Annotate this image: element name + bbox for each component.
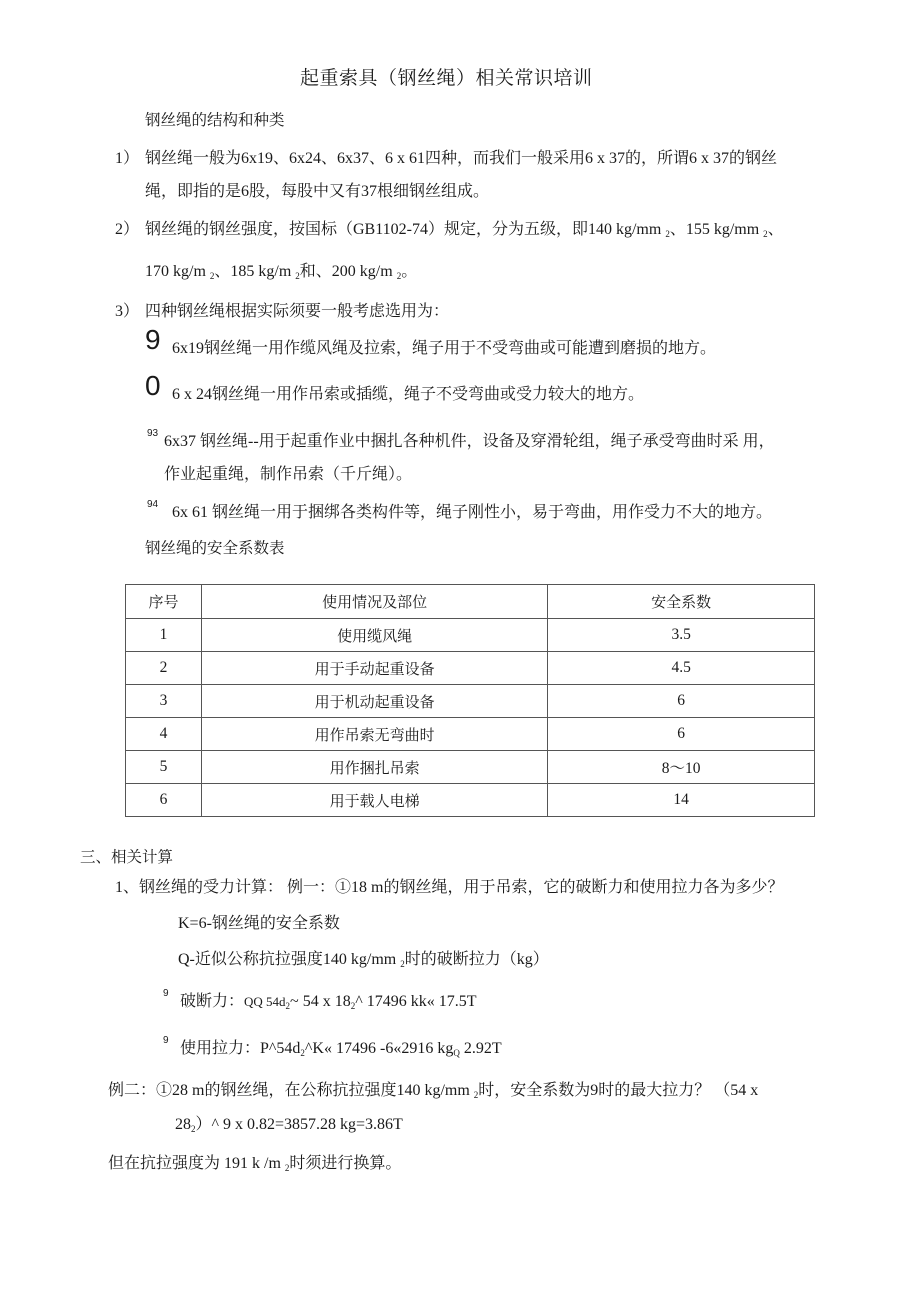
table-cell: 3 bbox=[126, 685, 202, 718]
table-header-cell: 序号 bbox=[126, 585, 202, 619]
item-2-line-2: 170 kg/m $_2$、185 kg/m $_2$和、200 kg/m $_2$。 bbox=[145, 263, 418, 281]
table-cell: 用于机动起重设备 bbox=[201, 685, 547, 718]
table-cell: 使用缆风绳 bbox=[201, 619, 547, 652]
table-cell: 用作捆扎吊索 bbox=[201, 751, 547, 784]
table-cell: 用于载人电梯 bbox=[201, 784, 547, 817]
sub-item-1-text: 6x19钢丝绳一用作缆风绳及拉索，绳子用于不受弯曲或可能遭到磨损的地方。 bbox=[172, 340, 717, 357]
table-cell: 2 bbox=[126, 652, 202, 685]
table-row bbox=[126, 784, 815, 817]
table-cell: 14 bbox=[548, 784, 815, 817]
table-row bbox=[126, 751, 815, 784]
table-cell: 6 bbox=[548, 685, 815, 718]
table-header-cell: 安全系数 bbox=[548, 585, 815, 619]
example-2-line-1: 例二：①28 m的钢丝绳，在公称抗拉强度140 kg/mm $_2$时，安全系数为9时的最大拉力？ （54 x bbox=[108, 1082, 759, 1100]
sub-item-3-mark: 93 bbox=[147, 428, 159, 439]
sub-item-4-text: 6x 61 钢丝绳一用于捆绑各类构件等，绳子刚性小，易于弯曲，用作受力不大的地方。 bbox=[172, 504, 773, 521]
use-force-mark: 9 bbox=[163, 1035, 169, 1046]
table-cell: 6 bbox=[126, 784, 202, 817]
break-force-mark: 9 bbox=[163, 988, 169, 999]
item-1-line-2: 绳，即指的是6股，每股中又有37根细钢丝组成。 bbox=[145, 183, 490, 200]
table-row bbox=[126, 685, 815, 718]
break-force-line: 破断力：QQ $54d_2\sim$ 54 x $18_2\^{}$ 17496 kk« 17.5T bbox=[180, 993, 477, 1011]
sub-item-2-text: 6 x 24钢丝绳一用作吊索或插缆，绳子不受弯曲或受力较大的地方。 bbox=[172, 386, 645, 403]
k-definition: K=6-钢丝绳的安全系数 bbox=[178, 915, 340, 932]
q-definition: Q-近似公称抗拉强度140 kg/mm $_2$时的破断拉力（kg） bbox=[178, 951, 549, 969]
page-title: 起重索具（钢丝绳）相关常识培训 bbox=[300, 67, 593, 89]
table-cell: 6 bbox=[548, 718, 815, 751]
table-row bbox=[126, 652, 815, 685]
table-cell: 3.5 bbox=[548, 619, 815, 652]
use-force-line: 使用拉力：$P\^{}54d_2\^{}K«$ 17496 -6«2916 $kg_Q$ 2.92T bbox=[180, 1040, 502, 1058]
safety-factor-table bbox=[125, 584, 815, 817]
table-header-row bbox=[126, 585, 815, 619]
item-2-number: 2） bbox=[115, 221, 140, 238]
sub-item-1-mark: 9 bbox=[145, 324, 161, 355]
section-heading-structure: 钢丝绳的结构和种类 bbox=[145, 111, 285, 129]
sub-item-4-mark: 94 bbox=[147, 499, 159, 510]
item-3-text: 四种钢丝绳根据实际须要一般考虑选用为： bbox=[145, 303, 450, 320]
section-heading-calculations: 三、相关计算 bbox=[80, 848, 174, 866]
table-cell: 4 bbox=[126, 718, 202, 751]
conversion-note: 但在抗拉强度为 191 k /m $_2$时须进行换算。 bbox=[108, 1155, 402, 1173]
table-row bbox=[126, 718, 815, 751]
table-header-cell: 使用情况及部位 bbox=[201, 585, 547, 619]
table-cell: 8～10 bbox=[548, 751, 815, 784]
calc-example-1: 1、钢丝绳的受力计算： 例一：①18 m的钢丝绳，用于吊索，它的破断力和使用拉力各为多少？ bbox=[115, 879, 784, 896]
table-row bbox=[126, 619, 815, 652]
table-cell: 4.5 bbox=[548, 652, 815, 685]
table-cell: 1 bbox=[126, 619, 202, 652]
sub-item-2-mark: 0 bbox=[145, 370, 161, 401]
example-2-line-2: $28_2)\^{}$ 9 x 0.82=3857.28 kg=3.86T bbox=[175, 1116, 403, 1134]
item-3-number: 3） bbox=[115, 303, 140, 320]
sub-item-3-line-1: 6x37 钢丝绳--用于起重作业中捆扎各种机件，设备及穿滑轮组，绳子承受弯曲时采 用， bbox=[164, 433, 775, 450]
table-caption: 钢丝绳的安全系数表 bbox=[145, 539, 285, 557]
item-1-number: 1） bbox=[115, 150, 140, 167]
sub-item-3-line-2: 作业起重绳，制作吊索（千斤绳）。 bbox=[164, 466, 413, 483]
table-cell: 用作吊索无弯曲时 bbox=[201, 718, 547, 751]
item-1-line-1: 钢丝绳一般为6x19、6x24、6x37、6 x 61四种，而我们一般采用6 x 37的，所谓6 x 37的钢丝 bbox=[145, 150, 778, 167]
table-cell: 5 bbox=[126, 751, 202, 784]
item-2-line-1: 钢丝绳的钢丝强度，按国标（GB1102-74）规定，分为五级，即140 kg/mm $_2$、155 kg/mm $_2$、 bbox=[145, 221, 784, 239]
table-cell: 用于手动起重设备 bbox=[201, 652, 547, 685]
